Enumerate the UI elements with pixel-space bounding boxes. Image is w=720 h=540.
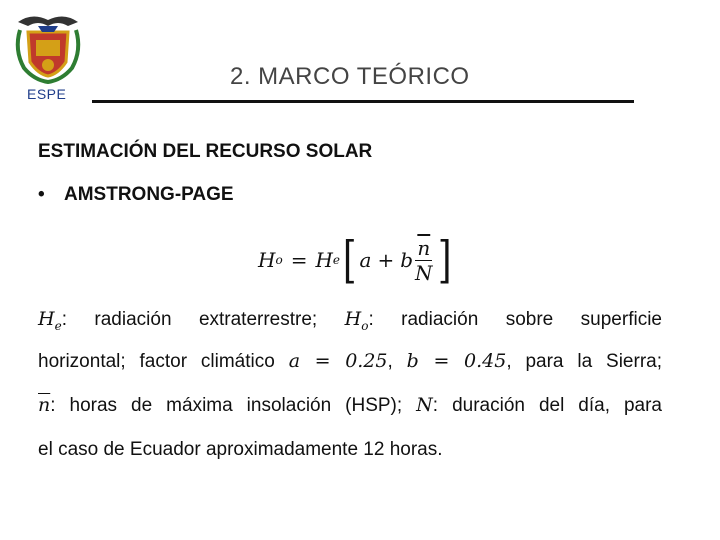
text-superficie: : radiación sobre superficie: [368, 309, 662, 330]
paragraph-line-3: [38, 395, 662, 416]
symbol-he: H: [38, 308, 55, 330]
page-title: 2. MARCO TEÓRICO: [230, 63, 470, 90]
symbol-b-value: b = 0.45: [406, 350, 507, 372]
formula-he: H: [315, 248, 333, 272]
bullet-dot-icon: •: [38, 184, 45, 205]
left-bracket-icon: [: [342, 231, 357, 289]
symbol-ho-sub: o: [361, 318, 369, 333]
text-hsp: : horas de máxima insolación (HSP);: [50, 395, 403, 416]
formula-ho: H: [258, 248, 276, 272]
bullet-text: AMSTRONG-PAGE: [64, 184, 234, 205]
symbol-n-bar: $\overline{n}$: [38, 394, 51, 416]
text-sierra: , para la Sierra;: [506, 351, 662, 372]
right-bracket-icon: ]: [437, 231, 452, 289]
formula-b: b: [400, 248, 414, 272]
symbol-a-value: a = 0.25: [288, 350, 388, 372]
title-divider: [92, 100, 634, 103]
formula-a: a: [359, 248, 372, 272]
formula-plus: +: [377, 248, 395, 272]
espe-crest-icon: [8, 10, 88, 86]
symbol-N: N: [416, 394, 433, 416]
symbol-ho: H: [344, 308, 362, 330]
logo-text: ESPE: [27, 86, 67, 102]
formula-he-sub: e: [332, 253, 341, 267]
text-comma: ,: [387, 351, 393, 372]
formula-fraction: [415, 236, 433, 285]
paragraph-line-2: [38, 351, 662, 372]
text-horizontal: horizontal; factor climático: [38, 351, 275, 372]
paragraph-line-1: [38, 309, 662, 337]
espe-logo: [8, 10, 88, 102]
symbol-he-sub: e: [54, 318, 62, 333]
text-duracion: : duración del día, para: [432, 395, 663, 416]
formula-denominator: N: [415, 260, 433, 285]
formula: [258, 232, 454, 288]
formula-equals: =: [290, 248, 308, 272]
text-extraterrestre: : radiación extraterrestre;: [61, 309, 318, 330]
formula-numerator: $\overline{n}$: [417, 235, 431, 260]
formula-ho-sub: o: [275, 253, 283, 267]
section-heading: ESTIMACIÓN DEL RECURSO SOLAR: [38, 141, 373, 162]
paragraph-line-4: el caso de Ecuador aproximadamente 12 horas.: [38, 439, 443, 460]
bullet-item: [38, 184, 234, 206]
